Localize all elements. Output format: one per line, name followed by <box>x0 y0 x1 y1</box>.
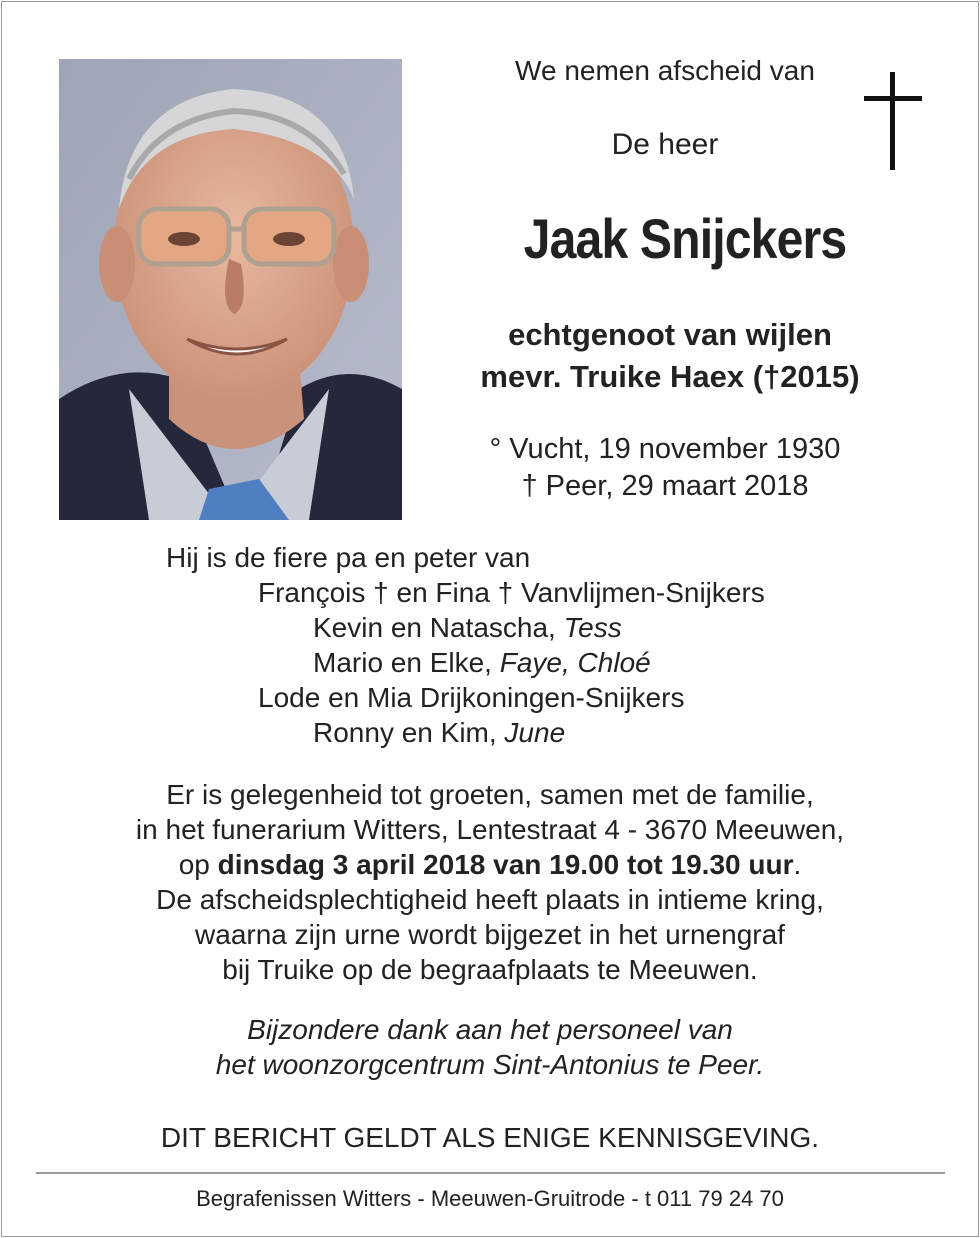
thanks-line: Bijzondere dank aan het personeel van <box>247 1014 733 1045</box>
info-line: Er is gelegenheid tot groeten, samen met de familie, <box>166 779 814 810</box>
family-line: François † en Fina † Vanvlijmen-Snijkers <box>258 577 765 608</box>
portrait-photo <box>59 59 402 520</box>
family-line: Lode en Mia Drijkoningen-Snijkers <box>258 682 685 713</box>
family-line: Mario en Elke, Faye, Chloé <box>313 647 651 678</box>
intro-text: We nemen afscheid van <box>515 55 815 86</box>
cross-icon <box>864 72 922 170</box>
info-line: in het funerarium Witters, Lentestraat 4 - 3670 Meeuwen, <box>135 814 845 845</box>
spouse-info <box>420 314 920 398</box>
family-line: Ronny en Kim, June <box>313 717 566 748</box>
info-line-date: op dinsdag 3 april 2018 van 19.00 tot 19.30 uur. <box>178 849 802 880</box>
family-list <box>166 540 765 750</box>
life-dates <box>450 431 880 505</box>
birth-date: ° Vucht, 19 november 1930 <box>489 433 841 465</box>
honorific: De heer <box>611 128 719 161</box>
notice-text: DIT BERICHT GELDT ALS ENIGE KENNISGEVING. <box>160 1122 820 1153</box>
info-line: De afscheidsplechtigheid heeft plaats in intieme kring, <box>156 884 824 915</box>
footer-text: Begrafenissen Witters - Meeuwen-Gruitrode - t 011 79 24 70 <box>196 1186 784 1211</box>
death-date: † Peer, 29 maart 2018 <box>521 470 809 502</box>
divider <box>36 1172 945 1174</box>
family-intro: Hij is de fiere pa en peter van <box>166 542 531 573</box>
spouse-line-2: mevr. Truike Haex (†2015) <box>480 359 860 394</box>
thanks-line: het woonzorgcentrum Sint-Antonius te Peer. <box>215 1049 765 1080</box>
spouse-line-1: echtgenoot van wijlen <box>508 317 832 352</box>
deceased-name: Jaak Snijckers <box>523 207 847 270</box>
info-line: waarna zijn urne wordt bijgezet in het urnengraf <box>195 919 785 950</box>
info-line: bij Truike op de begraafplaats te Meeuwen. <box>222 954 758 985</box>
visitation-info <box>40 777 940 987</box>
thanks-text <box>40 1012 940 1082</box>
family-line: Kevin en Natascha, Tess <box>313 612 622 643</box>
